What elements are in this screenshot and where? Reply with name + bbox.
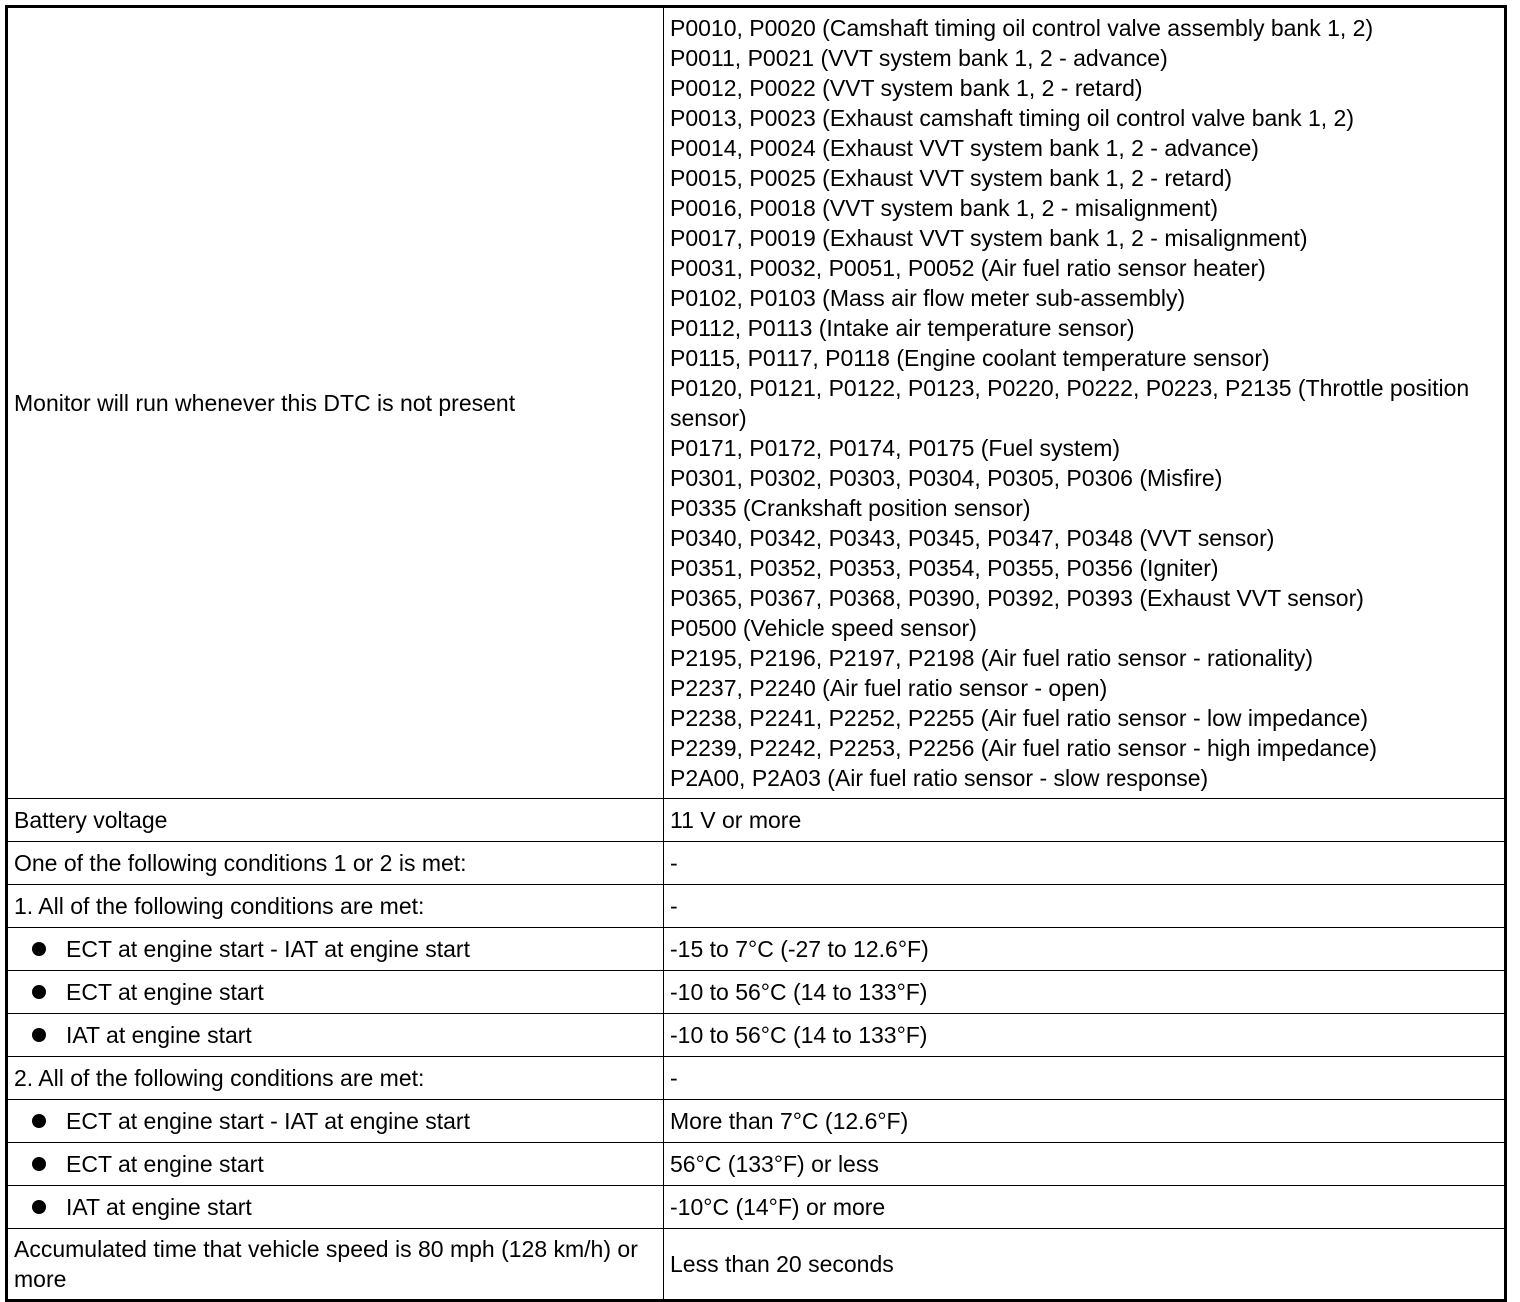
condition-value: -: [664, 1057, 1506, 1100]
bullet-icon: [32, 942, 46, 956]
condition-label: 2. All of the following conditions are met:: [7, 1057, 664, 1100]
monitor-conditions-table: [5, 5, 1507, 1302]
condition-label-cell: [7, 1014, 664, 1057]
condition-value: 56°C (133°F) or less: [664, 1143, 1506, 1186]
dtc-item: P0011, P0021 (VVT system bank 1, 2 - advance): [670, 45, 1168, 71]
dtc-item: P0015, P0025 (Exhaust VVT system bank 1, 2 - retard): [670, 165, 1233, 191]
dtc-item: P0340, P0342, P0343, P0345, P0347, P0348 (VVT sensor): [670, 525, 1275, 551]
condition-label: Battery voltage: [7, 799, 664, 842]
condition-label-cell: [7, 971, 664, 1014]
table-row: [7, 1143, 1506, 1186]
table-row: [7, 885, 1506, 928]
condition-label: IAT at engine start: [66, 1022, 252, 1048]
condition-value: -15 to 7°C (-27 to 12.6°F): [664, 928, 1506, 971]
dtc-item: P0365, P0367, P0368, P0390, P0392, P0393 (Exhaust VVT sensor): [670, 585, 1364, 611]
condition-label-cell: [7, 1100, 664, 1143]
condition-value: -10°C (14°F) or more: [664, 1186, 1506, 1229]
bullet-icon: [32, 1200, 46, 1214]
table-row: [7, 971, 1506, 1014]
dtc-label-cell: Monitor will run whenever this DTC is not present: [7, 7, 664, 799]
table-row: [7, 1100, 1506, 1143]
dtc-item: P0102, P0103 (Mass air flow meter sub-assembly): [670, 285, 1186, 311]
dtc-item: P0016, P0018 (VVT system bank 1, 2 - misalignment): [670, 195, 1219, 221]
dtc-item: P0012, P0022 (VVT system bank 1, 2 - retard): [670, 75, 1143, 101]
condition-label-cell: [7, 1143, 664, 1186]
condition-label: 1. All of the following conditions are met:: [7, 885, 664, 928]
table-row: [7, 1229, 1506, 1301]
dtc-item: P2239, P2242, P2253, P2256 (Air fuel ratio sensor - high impedance): [670, 735, 1378, 761]
condition-label-cell: [7, 928, 664, 971]
dtc-item: P0031, P0032, P0051, P0052 (Air fuel ratio sensor heater): [670, 255, 1266, 281]
dtc-item: P2195, P2196, P2197, P2198 (Air fuel ratio sensor - rationality): [670, 645, 1314, 671]
condition-value: Less than 20 seconds: [664, 1229, 1506, 1301]
dtc-item: P2A00, P2A03 (Air fuel ratio sensor - slow response): [670, 765, 1209, 791]
dtc-item: P0171, P0172, P0174, P0175 (Fuel system): [670, 435, 1121, 461]
table-row: [7, 1186, 1506, 1229]
dtc-item: P2238, P2241, P2252, P2255 (Air fuel ratio sensor - low impedance): [670, 705, 1369, 731]
bullet-icon: [32, 1114, 46, 1128]
condition-label: ECT at engine start: [66, 1151, 264, 1177]
condition-label: IAT at engine start: [66, 1194, 252, 1220]
condition-value: -: [664, 842, 1506, 885]
table-row: [7, 842, 1506, 885]
bullet-icon: [32, 1157, 46, 1171]
dtc-item: P0014, P0024 (Exhaust VVT system bank 1, 2 - advance): [670, 135, 1259, 161]
table-row: [7, 928, 1506, 971]
dtc-item: P0010, P0020 (Camshaft timing oil control valve assembly bank 1, 2): [670, 15, 1374, 41]
dtc-item: P0351, P0352, P0353, P0354, P0355, P0356 (Igniter): [670, 555, 1219, 581]
condition-label-cell: [7, 1186, 664, 1229]
table-row: [7, 1014, 1506, 1057]
condition-value: -: [664, 885, 1506, 928]
dtc-item: P0120, P0121, P0122, P0123, P0220, P0222, P0223, P2135 (Throttle position sensor): [670, 375, 1470, 431]
condition-label: ECT at engine start - IAT at engine start: [66, 936, 470, 962]
dtc-item: P0013, P0023 (Exhaust camshaft timing oil control valve bank 1, 2): [670, 105, 1354, 131]
condition-value: -10 to 56°C (14 to 133°F): [664, 1014, 1506, 1057]
condition-label: One of the following conditions 1 or 2 is met:: [7, 842, 664, 885]
table-row: [7, 799, 1506, 842]
condition-label: Accumulated time that vehicle speed is 80 mph (128 km/h) or more: [7, 1229, 664, 1301]
dtc-item: P0500 (Vehicle speed sensor): [670, 615, 977, 641]
bullet-icon: [32, 1028, 46, 1042]
dtc-item: P2237, P2240 (Air fuel ratio sensor - open): [670, 675, 1108, 701]
dtc-item: P0017, P0019 (Exhaust VVT system bank 1, 2 - misalignment): [670, 225, 1308, 251]
dtc-item: P0115, P0117, P0118 (Engine coolant temperature sensor): [670, 345, 1270, 371]
dtc-item: P0301, P0302, P0303, P0304, P0305, P0306 (Misfire): [670, 465, 1223, 491]
condition-value: More than 7°C (12.6°F): [664, 1100, 1506, 1143]
table-row: [7, 1057, 1506, 1100]
dtc-item: P0112, P0113 (Intake air temperature sensor): [670, 315, 1135, 341]
dtc-list-cell: [664, 7, 1506, 799]
condition-label: ECT at engine start: [66, 979, 264, 1005]
condition-value: -10 to 56°C (14 to 133°F): [664, 971, 1506, 1014]
table-row-dtc: [7, 7, 1506, 799]
condition-value: 11 V or more: [664, 799, 1506, 842]
bullet-icon: [32, 985, 46, 999]
dtc-item: P0335 (Crankshaft position sensor): [670, 495, 1031, 521]
condition-label: ECT at engine start - IAT at engine start: [66, 1108, 470, 1134]
